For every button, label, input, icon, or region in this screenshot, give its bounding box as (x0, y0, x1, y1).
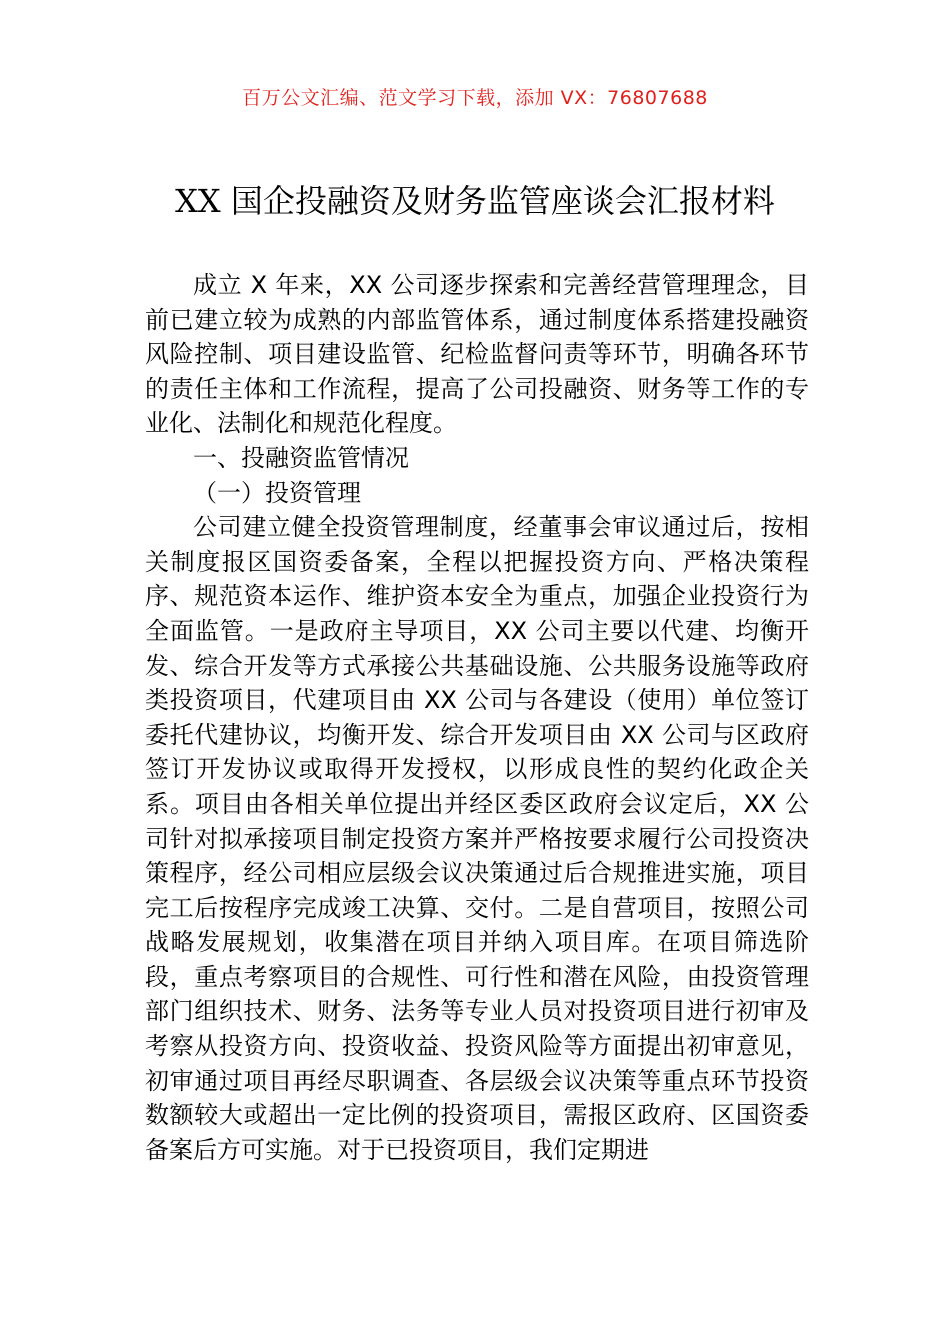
body-paragraph: 公司建立健全投资管理制度，经董事会审议通过后，按相关制度报区国资委备案，全程以把握投资方向、严格决策程序、规范资本运作、维护资本安全为重点，加强企业投资行为全面监管。一是政府主导项目，XX 公司主要以代建、均衡开发、综合开发等方式承接公共基础设施、公共服务设施等政府类投资项目，代建项目由 XX 公司与各建设（使用）单位签订委托代建协议，均衡开发、综合开发项目由 XX 公司与区政府签订开发协议或取得开发授权，以形成良性的契约化政企关系。项目由各相关单位提出并经区委区政府会议定后，XX 公司针对拟承接项目制定投资方案并严格按要求履行公司投资决策程序，经公司相应层级会议决策通过后合规推进实施，项目完工后按程序完成竣工决算、交付。二是自营项目，按照公司战略发展规划，收集潜在项目并纳入项目库。在项目筛选阶段，重点考察项目的合规性、可行性和潜在风险，由投资管理部门组织技术、财务、法务等专业人员对投资项目进行初审及考察从投资方向、投资收益、投资风险等方面提出初审意见，初审通过项目再经尽职调查、各层级会议决策等重点环节投资数额较大或超出一定比例的投资项目，需报区政府、区国资委备案后方可实施。对于已投资项目，我们定期进 (145, 513, 809, 1164)
document-body (145, 268, 809, 1167)
header-banner: 百万公文汇编、范文学习下载，添加 VX：76807688 (242, 87, 708, 109)
intro-paragraph: 成立 X 年来，XX 公司逐步探索和完善经营管理理念，目前已建立较为成熟的内部监管体系，通过制度体系搭建投融资风险控制、项目建设监管、纪检监督问责等环节，明确各环节的责任主体和工作流程，提高了公司投融资、财务等工作的专业化、法制化和规范化程度。 (145, 271, 809, 438)
section-heading: 一、投融资监管情况 (193, 443, 409, 472)
subsection-heading: （一）投资管理 (193, 478, 361, 507)
document-title: XX 国企投融资及财务监管座谈会汇报材料 (175, 182, 775, 220)
